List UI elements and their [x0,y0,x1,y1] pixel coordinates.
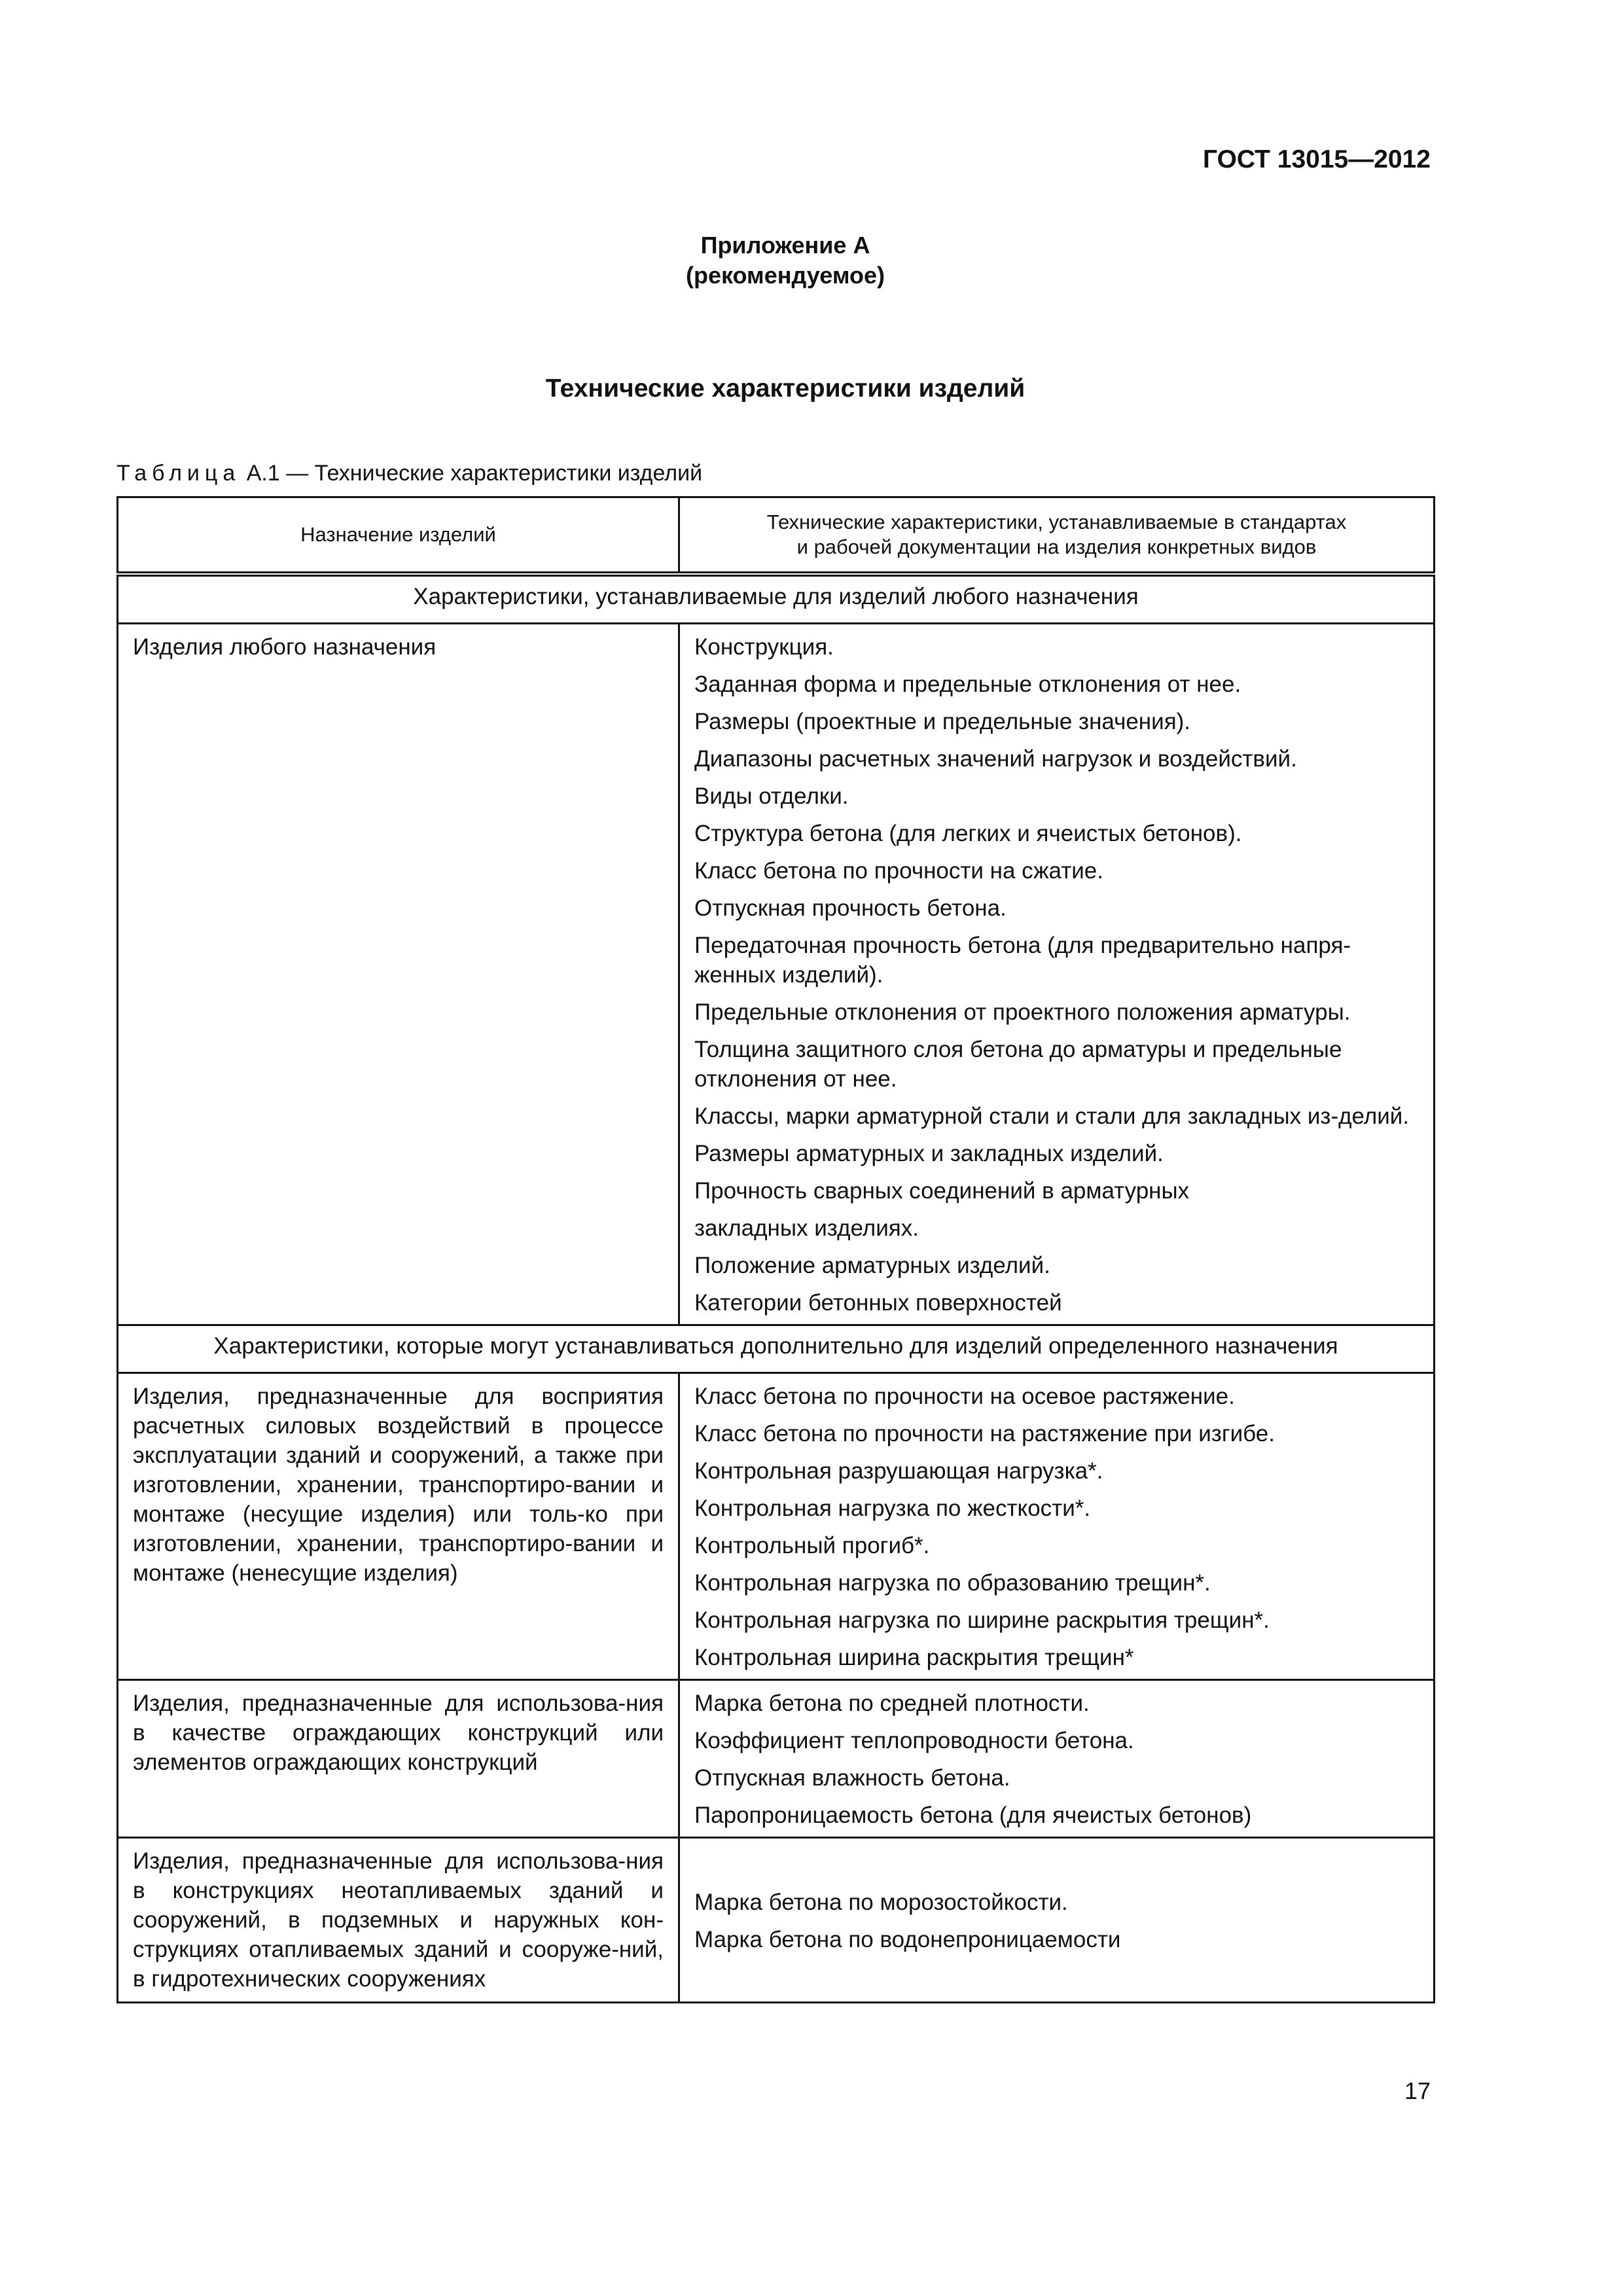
list-item: Класс бетона по прочности на сжатие. [694,858,1103,884]
list-item: Класс бетона по прочности на растяжение при изгибе. [694,1421,1275,1446]
page-number: 17 [1404,2077,1431,2104]
table-caption-label: Таблица [116,461,241,486]
list-item: Диапазоны расчетных значений нагрузок и воздействий. [694,746,1297,772]
characteristics-cell [679,1838,1435,2003]
table-caption [116,461,702,486]
list-item: Паропроницаемость бетона (для ячеистых бетонов) [694,1803,1252,1828]
list-item: Контрольная ширина раскрытия трещин* [694,1645,1134,1670]
table-header-row [118,497,1435,575]
group-heading-specific: Характеристики, которые могут устанавливаться дополнительно для изделий определенного назначения [118,1325,1435,1373]
characteristics-cell [679,624,1435,1325]
characteristics-cell [679,1373,1435,1680]
list-item: Размеры (проектные и предельные значения). [694,709,1191,734]
purpose-cell: Изделия, предназначенные для использова-ния в качестве ограждающих конструкций или элементов ограждающих конструкций [118,1680,679,1838]
list-item: Марка бетона по морозостойкости. [694,1889,1068,1915]
list-item: Отпускная влажность бетона. [694,1765,1010,1791]
header-characteristics [679,497,1435,575]
list-item: Заданная форма и предельные отклонения от нее. [694,672,1241,697]
header-characteristics-line1: Технические характеристики, устанавливаемые в стандартах [766,511,1347,533]
appendix-heading [0,230,1571,291]
table-row [118,1680,1435,1838]
list-item: Марка бетона по водонепроницаемости [694,1926,1121,1952]
list-item: Виды отделки. [694,783,849,809]
list-item: Конструкция. [694,634,834,660]
list-item: Положение арматурных изделий. [694,1253,1050,1278]
list-item: Коэффициент теплопроводности бетона. [694,1728,1134,1753]
table-row [118,1373,1435,1680]
purpose-cell: Изделия, предназначенные для использова-ния в конструкциях неотапливаемых зданий и сооружений, в подземных и наружных кон-струкциях отапливаемых зданий и сооруже-ний, в гидротехнических сооружениях [118,1838,679,2003]
standard-number: ГОСТ 13015—2012 [1203,145,1431,173]
list-item: Контрольная нагрузка по жесткости*. [694,1496,1091,1521]
table-row [118,1838,1435,2003]
table-row [118,624,1435,1325]
group-heading-general: Характеристики, устанавливаемые для изделий любого назначения [118,574,1435,624]
list-item: Передаточная прочность бетона (для предварительно напря-женных изделий). [694,933,1351,988]
list-item: Контрольный прогиб*. [694,1533,930,1558]
table-caption-text: А.1 — Технические характеристики изделий [240,461,703,486]
group-row-specific [118,1325,1435,1373]
list-item: Предельные отклонения от проектного положения арматуры. [694,999,1351,1025]
header-characteristics-line2: и рабочей документации на изделия конкретных видов [796,535,1317,558]
list-item: Структура бетона (для легких и ячеистых бетонов). [694,821,1242,846]
list-item: Контрольная нагрузка по образованию трещин*. [694,1570,1211,1596]
list-item: Отпускная прочность бетона. [694,895,1007,921]
section-title: Технические характеристики изделий [545,374,1026,403]
list-item: Классы, марки арматурной стали и стали для закладных из-делий. [694,1103,1410,1129]
group-row-general [118,574,1435,624]
characteristics-table [116,496,1435,2003]
appendix-status: (рекомендуемое) [686,262,885,289]
list-item: Марка бетона по средней плотности. [694,1691,1090,1716]
list-item: Размеры арматурных и закладных изделий. [694,1141,1164,1166]
purpose-cell: Изделия, предназначенные для восприятия расчетных силовых воздействий в процессе эксплуатации зданий и сооружений, а также при изготовлении, хранении, транспортиро-вании и монтаже (несущие изделия) или толь-ко при изготовлении, хранении, транспортиро-вании и монтаже (ненесущие изделия) [118,1373,679,1680]
header-purpose: Назначение изделий [118,497,679,575]
list-item: Прочность сварных соединений в арматурных [694,1178,1190,1204]
list-item: Толщина защитного слоя бетона до арматуры и предельные отклонения от нее. [694,1037,1342,1092]
list-item: Контрольная разрушающая нагрузка*. [694,1458,1103,1484]
list-item: закладных изделиях. [694,1215,919,1241]
list-item: Категории бетонных поверхностей [694,1290,1062,1316]
appendix-title: Приложение А [700,232,870,259]
list-item: Класс бетона по прочности на осевое растяжение. [694,1384,1235,1409]
characteristics-cell [679,1680,1435,1838]
list-item: Контрольная нагрузка по ширине раскрытия трещин*. [694,1607,1270,1633]
purpose-cell: Изделия любого назначения [118,624,679,1325]
